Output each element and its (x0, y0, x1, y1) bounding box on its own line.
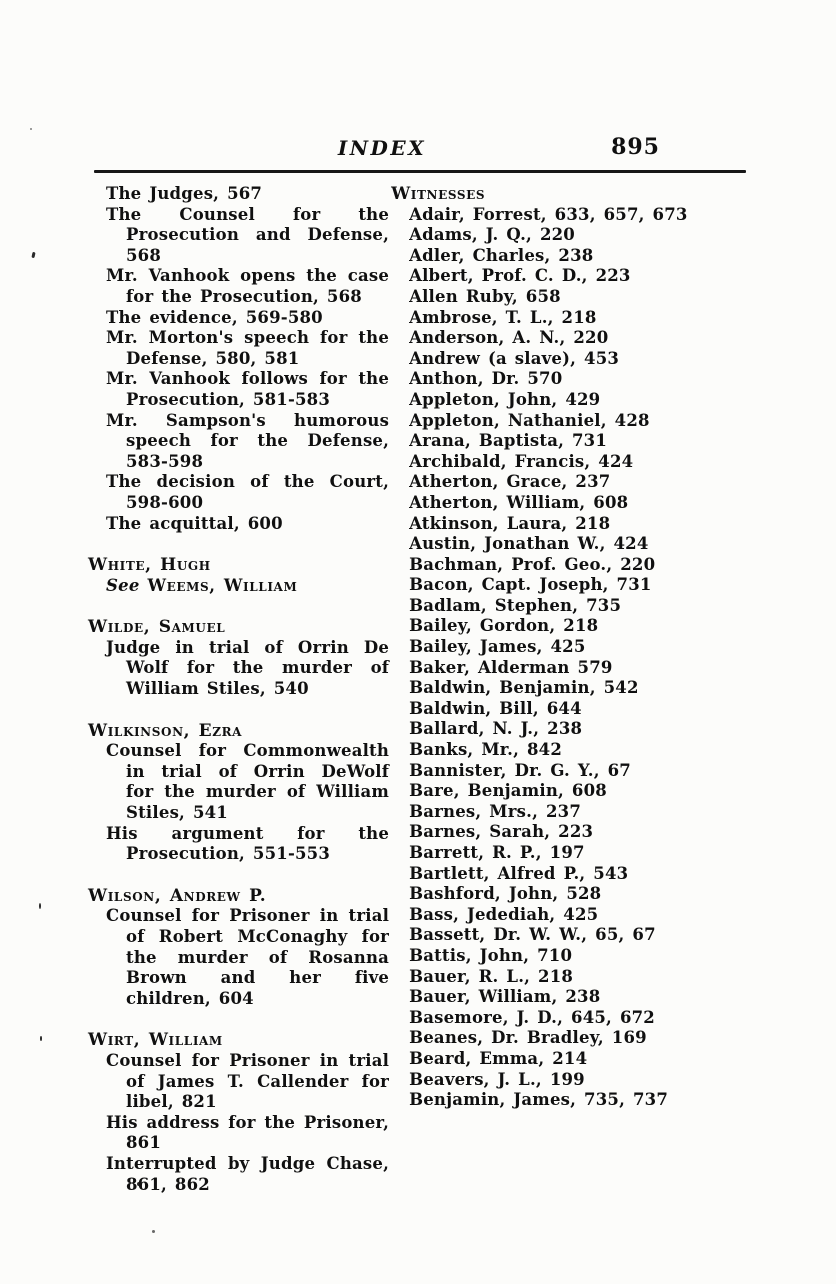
witness-entry: Arana, Baptista, 731 (409, 431, 608, 451)
scan-speck (152, 1230, 155, 1233)
index-subentry: His argument for the Prosecution, 551-553 (106, 823, 390, 864)
witness-entry: Bachman, Prof. Geo., 220 (409, 554, 656, 574)
scan-speck (30, 128, 32, 130)
witness-entry: Archibald, Francis, 424 (409, 451, 634, 471)
witness-entry: Beard, Emma, 214 (409, 1048, 588, 1068)
index-subentry: Interrupted by Judge Chase, 861, 862 (106, 1153, 390, 1194)
scan-speck (31, 252, 35, 258)
witness-entry: Baldwin, Benjamin, 542 (409, 678, 639, 698)
witness-entry: Baker, Alderman 579 (409, 657, 613, 677)
right-column (389, 184, 746, 1195)
index-subentry: Counsel for Commonwealth in trial of Orrin DeWolf for the murder of William Stiles, 541 (106, 741, 390, 823)
index-section (88, 555, 389, 596)
index-section (88, 721, 389, 865)
index-section (88, 1030, 389, 1195)
witness-entry: Adams, J. Q., 220 (409, 225, 575, 245)
index-entry: The Judges, 567 (106, 184, 263, 203)
witness-entry: Bacon, Capt. Joseph, 731 (409, 575, 652, 595)
witness-entry: Bailey, Gordon, 218 (409, 616, 599, 636)
witness-entry: Bauer, R. L., 218 (409, 966, 574, 986)
witness-entry: Austin, Jonathan W., 424 (409, 534, 649, 554)
index-section (88, 886, 389, 1010)
witness-entries (391, 205, 746, 1111)
index-subentry: His address for the Prisoner, 861 (106, 1112, 390, 1153)
witness-entry: Bashford, John, 528 (409, 884, 602, 904)
witness-entry: Bare, Benjamin, 608 (409, 781, 607, 801)
witness-entry: Beanes, Dr. Bradley, 169 (409, 1028, 647, 1048)
index-heading: White, Hugh (88, 555, 211, 576)
witness-entry: Barnes, Sarah, 223 (409, 822, 594, 842)
page-number: 895 (611, 134, 660, 160)
scan-speck (39, 903, 41, 909)
header-rule (94, 170, 746, 173)
witness-entry: Benjamin, James, 735, 737 (409, 1090, 668, 1110)
index-entry: The evidence, 569-580 (106, 307, 323, 327)
witness-entry: Anthon, Dr. 570 (409, 369, 563, 389)
index-entry: Mr. Vanhook follows for the Prosecution, 581-583 (106, 369, 390, 409)
scan-speck (40, 1036, 42, 1041)
index-subentry (88, 576, 389, 597)
witness-entry: Atherton, William, 608 (409, 492, 629, 512)
witness-entry: Banks, Mr., 842 (409, 740, 563, 760)
continued-entries (88, 184, 389, 534)
index-entry: The Counsel for the Prosecution and Defense, 568 (106, 204, 390, 265)
witness-entry: Bass, Jedediah, 425 (409, 904, 599, 924)
index-entry: Mr. Morton's speech for the Defense, 580, 581 (106, 328, 390, 368)
index-section (88, 617, 389, 699)
index-subentry: Counsel for Prisoner in trial of Robert McConaghy for the murder of Rosanna Brown and her five children, 604 (106, 906, 390, 1008)
witness-entry: Appleton, John, 429 (409, 389, 601, 409)
witness-entry: Atkinson, Laura, 218 (409, 513, 611, 533)
witness-entry: Bartlett, Alfred P., 543 (409, 863, 629, 883)
index-heading: Wilson, Andrew P. (88, 885, 267, 906)
index-subentry: Counsel for Prisoner in trial of James T. Callender for libel, 821 (106, 1050, 390, 1112)
witness-entry: Barrett, R. P., 197 (409, 843, 585, 862)
page-title: INDEX (337, 136, 427, 160)
index-entry: The acquittal, 600 (106, 513, 283, 533)
index-columns (88, 184, 746, 1195)
witness-entry: Bannister, Dr. G. Y., 67 (409, 760, 631, 780)
witness-entry: Basemore, J. D., 645, 672 (409, 1007, 655, 1027)
witnesses-heading: Witnesses (391, 184, 486, 204)
see-reference-target: Weems, William (147, 575, 298, 595)
witness-entry: Bassett, Dr. W. W., 65, 67 (409, 925, 656, 945)
witness-entry: Bauer, William, 238 (409, 987, 601, 1007)
index-heading: Wilkinson, Ezra (88, 720, 243, 741)
index-entry: The decision of the Court, 598-600 (106, 472, 390, 512)
witness-entry: Ambrose, T. L., 218 (409, 307, 597, 327)
witness-entry: Adair, Forrest, 633, 657, 673 (409, 204, 688, 224)
index-entry: Mr. Sampson's humorous speech for the Defense, 583-598 (106, 410, 390, 471)
witness-entry: Allen Ruby, 658 (409, 286, 561, 306)
witness-entry: Adler, Charles, 238 (409, 245, 594, 265)
see-reference-label: See (106, 575, 148, 595)
left-column-sections (88, 555, 389, 1195)
witness-entry: Battis, John, 710 (409, 945, 573, 965)
page-header (88, 136, 746, 166)
left-column (88, 184, 389, 1195)
witness-entry: Badlam, Stephen, 735 (409, 595, 622, 615)
index-heading: Wirt, William (88, 1030, 223, 1051)
index-heading: Wilde, Samuel (88, 617, 226, 638)
witness-entry: Ballard, N. J., 238 (409, 719, 583, 739)
witness-entry: Bailey, James, 425 (409, 637, 586, 657)
witness-entry: Beavers, J. L., 199 (409, 1069, 585, 1089)
witness-entry: Albert, Prof. C. D., 223 (409, 266, 631, 286)
witness-entry: Andrew (a slave), 453 (409, 348, 620, 368)
index-subentry: Judge in trial of Orrin De Wolf for the murder of William Stiles, 540 (106, 637, 390, 699)
index-entry: Mr. Vanhook opens the case for the Prosecution, 568 (106, 266, 390, 306)
witness-entry: Barnes, Mrs., 237 (409, 801, 582, 821)
witness-entry: Anderson, A. N., 220 (409, 328, 609, 348)
witness-entry: Atherton, Grace, 237 (409, 472, 611, 492)
witness-entry: Appleton, Nathaniel, 428 (409, 410, 650, 430)
witness-entry: Baldwin, Bill, 644 (409, 698, 582, 718)
